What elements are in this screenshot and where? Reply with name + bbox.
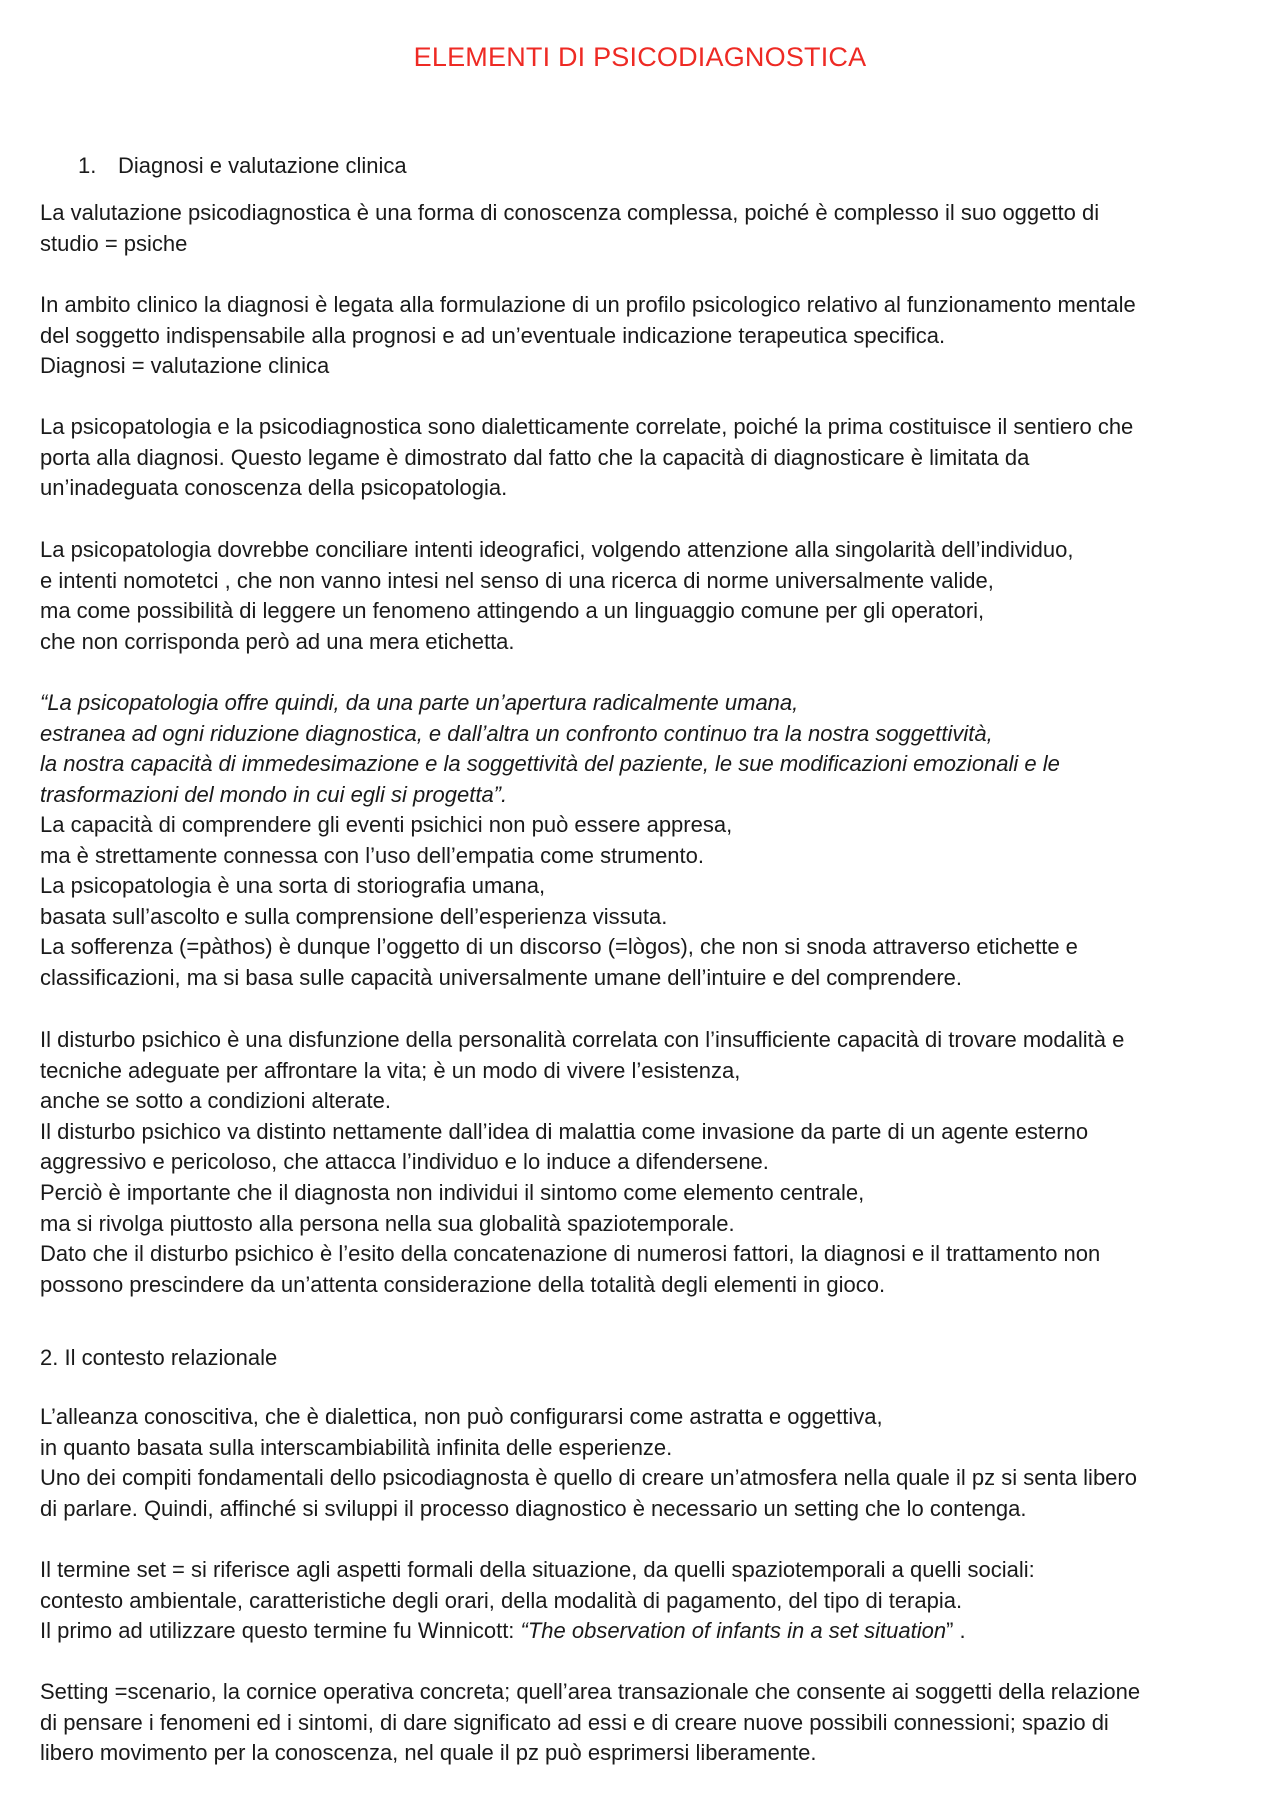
text-line: Il disturbo psichico è una disfunzione della personalità correlata con l’insufficiente capacità di trovare modalità e	[40, 1027, 1125, 1052]
text-line: Uno dei compiti fondamentali dello psicodiagnosta è quello di creare un’atmosfera nella quale il pz si senta libero	[40, 1465, 1137, 1491]
text-line: Il termine set = si riferisce agli aspetti formali della situazione, da quelli spaziotemporali a quelli sociali:	[40, 1557, 1035, 1582]
text-line: ma è strettamente connessa con l’uso dell’empatia come strumento.	[40, 842, 704, 868]
text-line: ma si rivolga piuttosto alla persona nella sua globalità spaziotemporale.	[40, 1210, 735, 1236]
quote-block	[40, 688, 1250, 810]
winnicott-suffix: ” .	[946, 1618, 966, 1644]
text-line: studio = psiche	[40, 230, 188, 256]
text-line: del soggetto indispensabile alla prognosi e ad un’eventuale indicazione terapeutica specifica.	[40, 322, 946, 348]
text-line: classificazioni, ma si basa sulle capacità universalmente umane dell’intuire e del comprendere.	[40, 964, 963, 990]
quote-line: la nostra capacità di immedesimazione e la soggettività del paziente, le sue modificazioni emozionali e le	[40, 751, 1060, 777]
text-line: aggressivo e pericoloso, che attacca l’individuo e lo induce a difendersene.	[40, 1149, 769, 1175]
text-line: La psicopatologia è una sorta di storiografia umana,	[40, 873, 546, 899]
quote-line: “La psicopatologia offre quindi, da una parte un’apertura radicalmente umana,	[40, 690, 799, 715]
text-line: contesto ambientale, caratteristiche degli orari, della modalità di pagamento, del tipo di terapia.	[40, 1587, 963, 1613]
document-title: ELEMENTI DI PSICODIAGNOSTICA	[413, 42, 867, 72]
text-line: basata sull’ascolto e sulla comprensione dell’esperienza vissuta.	[40, 903, 668, 929]
section-1-heading	[40, 153, 407, 179]
text-line: anche se sotto a condizioni alterate.	[40, 1088, 392, 1114]
text-line: possono prescindere da un’attenta considerazione della totalità degli elementi in gioco.	[40, 1271, 886, 1297]
text-line: che non corrisponda però ad una mera etichetta.	[40, 628, 515, 654]
text-line: Perciò è importante che il diagnosta non individui il sintomo come elemento centrale,	[40, 1179, 865, 1205]
text-line: L’alleanza conoscitiva, che è dialettica, non può configurarsi come astratta e oggettiva,	[40, 1404, 883, 1429]
section-2-heading: 2. Il contesto relazionale	[40, 1345, 278, 1370]
text-line: Setting =scenario, la cornice operativa concreta; quell’area transazionale che consente ai soggetti della relazione	[40, 1679, 1141, 1704]
text-line: La capacità di comprendere gli eventi psichici non può essere appresa,	[40, 812, 733, 837]
winnicott-line	[40, 1616, 1250, 1647]
paragraph-4	[40, 535, 1250, 657]
winnicott-prefix: Il primo ad utilizzare questo termine fu Winnicott:	[40, 1618, 521, 1644]
paragraph-2	[40, 290, 1250, 382]
text-line: tecniche adeguate per affrontare la vita; è un modo di vivere l’esistenza,	[40, 1057, 741, 1083]
text-line: Dato che il disturbo psichico è l’esito della concatenazione di numerosi fattori, la diagnosi e il trattamento non	[40, 1241, 1101, 1267]
paragraph-3	[40, 412, 1250, 504]
paragraph-9	[40, 1677, 1250, 1769]
text-line: In ambito clinico la diagnosi è legata alla formulazione di un profilo psicologico relativo al funzionamento mentale	[40, 292, 1136, 317]
paragraph-1	[40, 198, 1250, 259]
text-line: un’inadeguata conoscenza della psicopatologia.	[40, 475, 508, 501]
section-1-number: 1.	[78, 153, 97, 178]
paragraph-6	[40, 1025, 1250, 1300]
quote-line: estranea ad ogni riduzione diagnostica, e dall’altra un confronto continuo tra la nostra soggettività,	[40, 720, 993, 746]
text-line: ma come possibilità di leggere un fenomeno attingendo a un linguaggio comune per gli operatori,	[40, 598, 985, 624]
text-line: di parlare. Quindi, affinché si sviluppi il processo diagnostico è necessario un setting che lo contenga.	[40, 1495, 1027, 1521]
text-line: e intenti nomotetci , che non vanno intesi nel senso di una ricerca di norme universalmente valide,	[40, 567, 994, 593]
text-line: libero movimento per la conoscenza, nel quale il pz può esprimersi liberamente.	[40, 1740, 817, 1766]
winnicott-work-title: “The observation of infants in a set situation	[520, 1618, 947, 1644]
text-line: La valutazione psicodiagnostica è una forma di conoscenza complessa, poiché è complesso il suo oggetto di	[40, 200, 1100, 225]
text-line: di pensare i fenomeni ed i sintomi, di dare significato ad essi e di creare nuove possibili connessioni; spazio di	[40, 1709, 1109, 1735]
text-line: porta alla diagnosi. Questo legame è dimostrato dal fatto che la capacità di diagnosticare è limitata da	[40, 444, 1030, 470]
text-line: La sofferenza (=pàthos) è dunque l’oggetto di un discorso (=lògos), che non si snoda attraverso etichette e	[40, 934, 1078, 960]
quote-line: trasformazioni del mondo in cui egli si progetta”.	[40, 781, 508, 807]
text-line: Diagnosi = valutazione clinica	[40, 353, 330, 379]
text-line: Il disturbo psichico va distinto nettamente dall’idea di malattia come invasione da parte di un agente esterno	[40, 1118, 1089, 1144]
paragraph-8	[40, 1555, 1250, 1647]
text-line: La psicopatologia e la psicodiagnostica sono dialetticamente correlate, poiché la prima costituisce il sentiero che	[40, 414, 1134, 439]
section-1-title: Diagnosi e valutazione clinica	[118, 153, 407, 178]
text-line: La psicopatologia dovrebbe conciliare intenti ideografici, volgendo attenzione alla singolarità dell’individuo,	[40, 537, 1074, 562]
paragraph-7	[40, 1402, 1250, 1524]
text-line: in quanto basata sulla interscambiabilità infinita delle esperienze.	[40, 1434, 673, 1460]
paragraph-5	[40, 810, 1250, 994]
